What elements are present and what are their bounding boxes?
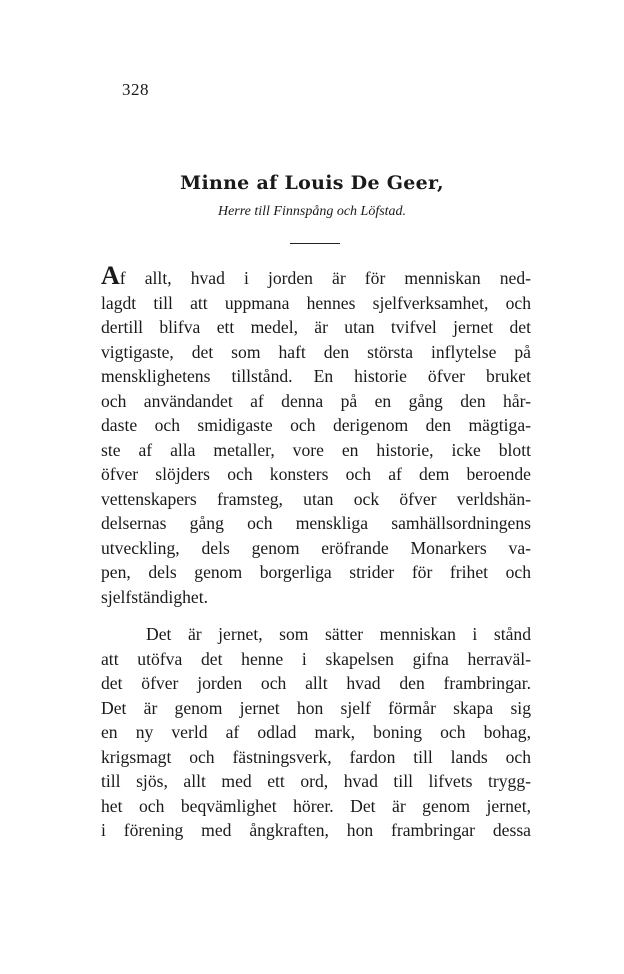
page-number: 328 xyxy=(122,80,149,99)
paragraph-2 xyxy=(101,622,531,843)
chapter-subtitle: Herre till Finnspång och Löfstad. xyxy=(217,204,407,219)
text-line: vettenskapers framsteg, utan ock öfver verldshän- xyxy=(101,488,531,509)
text-line: och användandet af denna på en gång den hår- xyxy=(101,390,531,411)
text-line: sjelfständighet. xyxy=(101,586,209,607)
text-line: mensklighetens tillstånd. En historie öfver bruket xyxy=(101,366,531,386)
text-line: daste och smidigaste och derigenom den mägtiga- xyxy=(101,415,531,435)
title-divider xyxy=(290,243,340,244)
text-line-content: f allt, hvad i jorden är för menniskan ned- xyxy=(119,268,531,288)
text-line: ste af alla metaller, vore en historie, icke blott xyxy=(101,439,531,460)
text-line xyxy=(101,264,531,291)
text-line: öfver slöjders och konsters och af dem beroende xyxy=(101,464,531,484)
text-line: krigsmagt och fästningsverk, fardon till lands och xyxy=(101,746,531,767)
chapter-title: Minne af Louis De Geer, xyxy=(180,172,444,194)
text-line: en ny verld af odlad mark, boning och bohag, xyxy=(101,722,531,742)
paragraph-1 xyxy=(101,264,531,609)
text-line: dertill blifva ett medel, är utan tvifvel jernet det xyxy=(101,317,531,337)
text-line: till sjös, allt med ett ord, hvad till lifvets trygg- xyxy=(101,771,531,791)
text-line: vigtigaste, det som haft den största inflytelse på xyxy=(101,341,531,362)
text-line: delsernas gång och menskliga samhällsordningens xyxy=(101,513,531,533)
text-line: att utöfva det henne i skapelsen gifna herraväl- xyxy=(101,648,531,669)
drop-cap: A xyxy=(101,264,120,290)
text-line: lagdt till att uppmana hennes sjelfverksamhet, och xyxy=(101,292,531,313)
text-line: Det är genom jernet hon sjelf förmår skapa sig xyxy=(101,697,531,718)
text-line: utveckling, dels genom eröfrande Monarkers va- xyxy=(101,537,531,558)
text-line: pen, dels genom borgerliga strider för frihet och xyxy=(101,562,531,582)
text-line: Det är jernet, som sätter menniskan i stånd xyxy=(146,624,531,644)
text-line: het och beqvämlighet hörer. Det är genom jernet, xyxy=(101,795,531,816)
text-line: i förening med ångkraften, hon frambringar dessa xyxy=(101,820,531,840)
text-line: det öfver jorden och allt hvad den frambringar. xyxy=(101,673,531,693)
